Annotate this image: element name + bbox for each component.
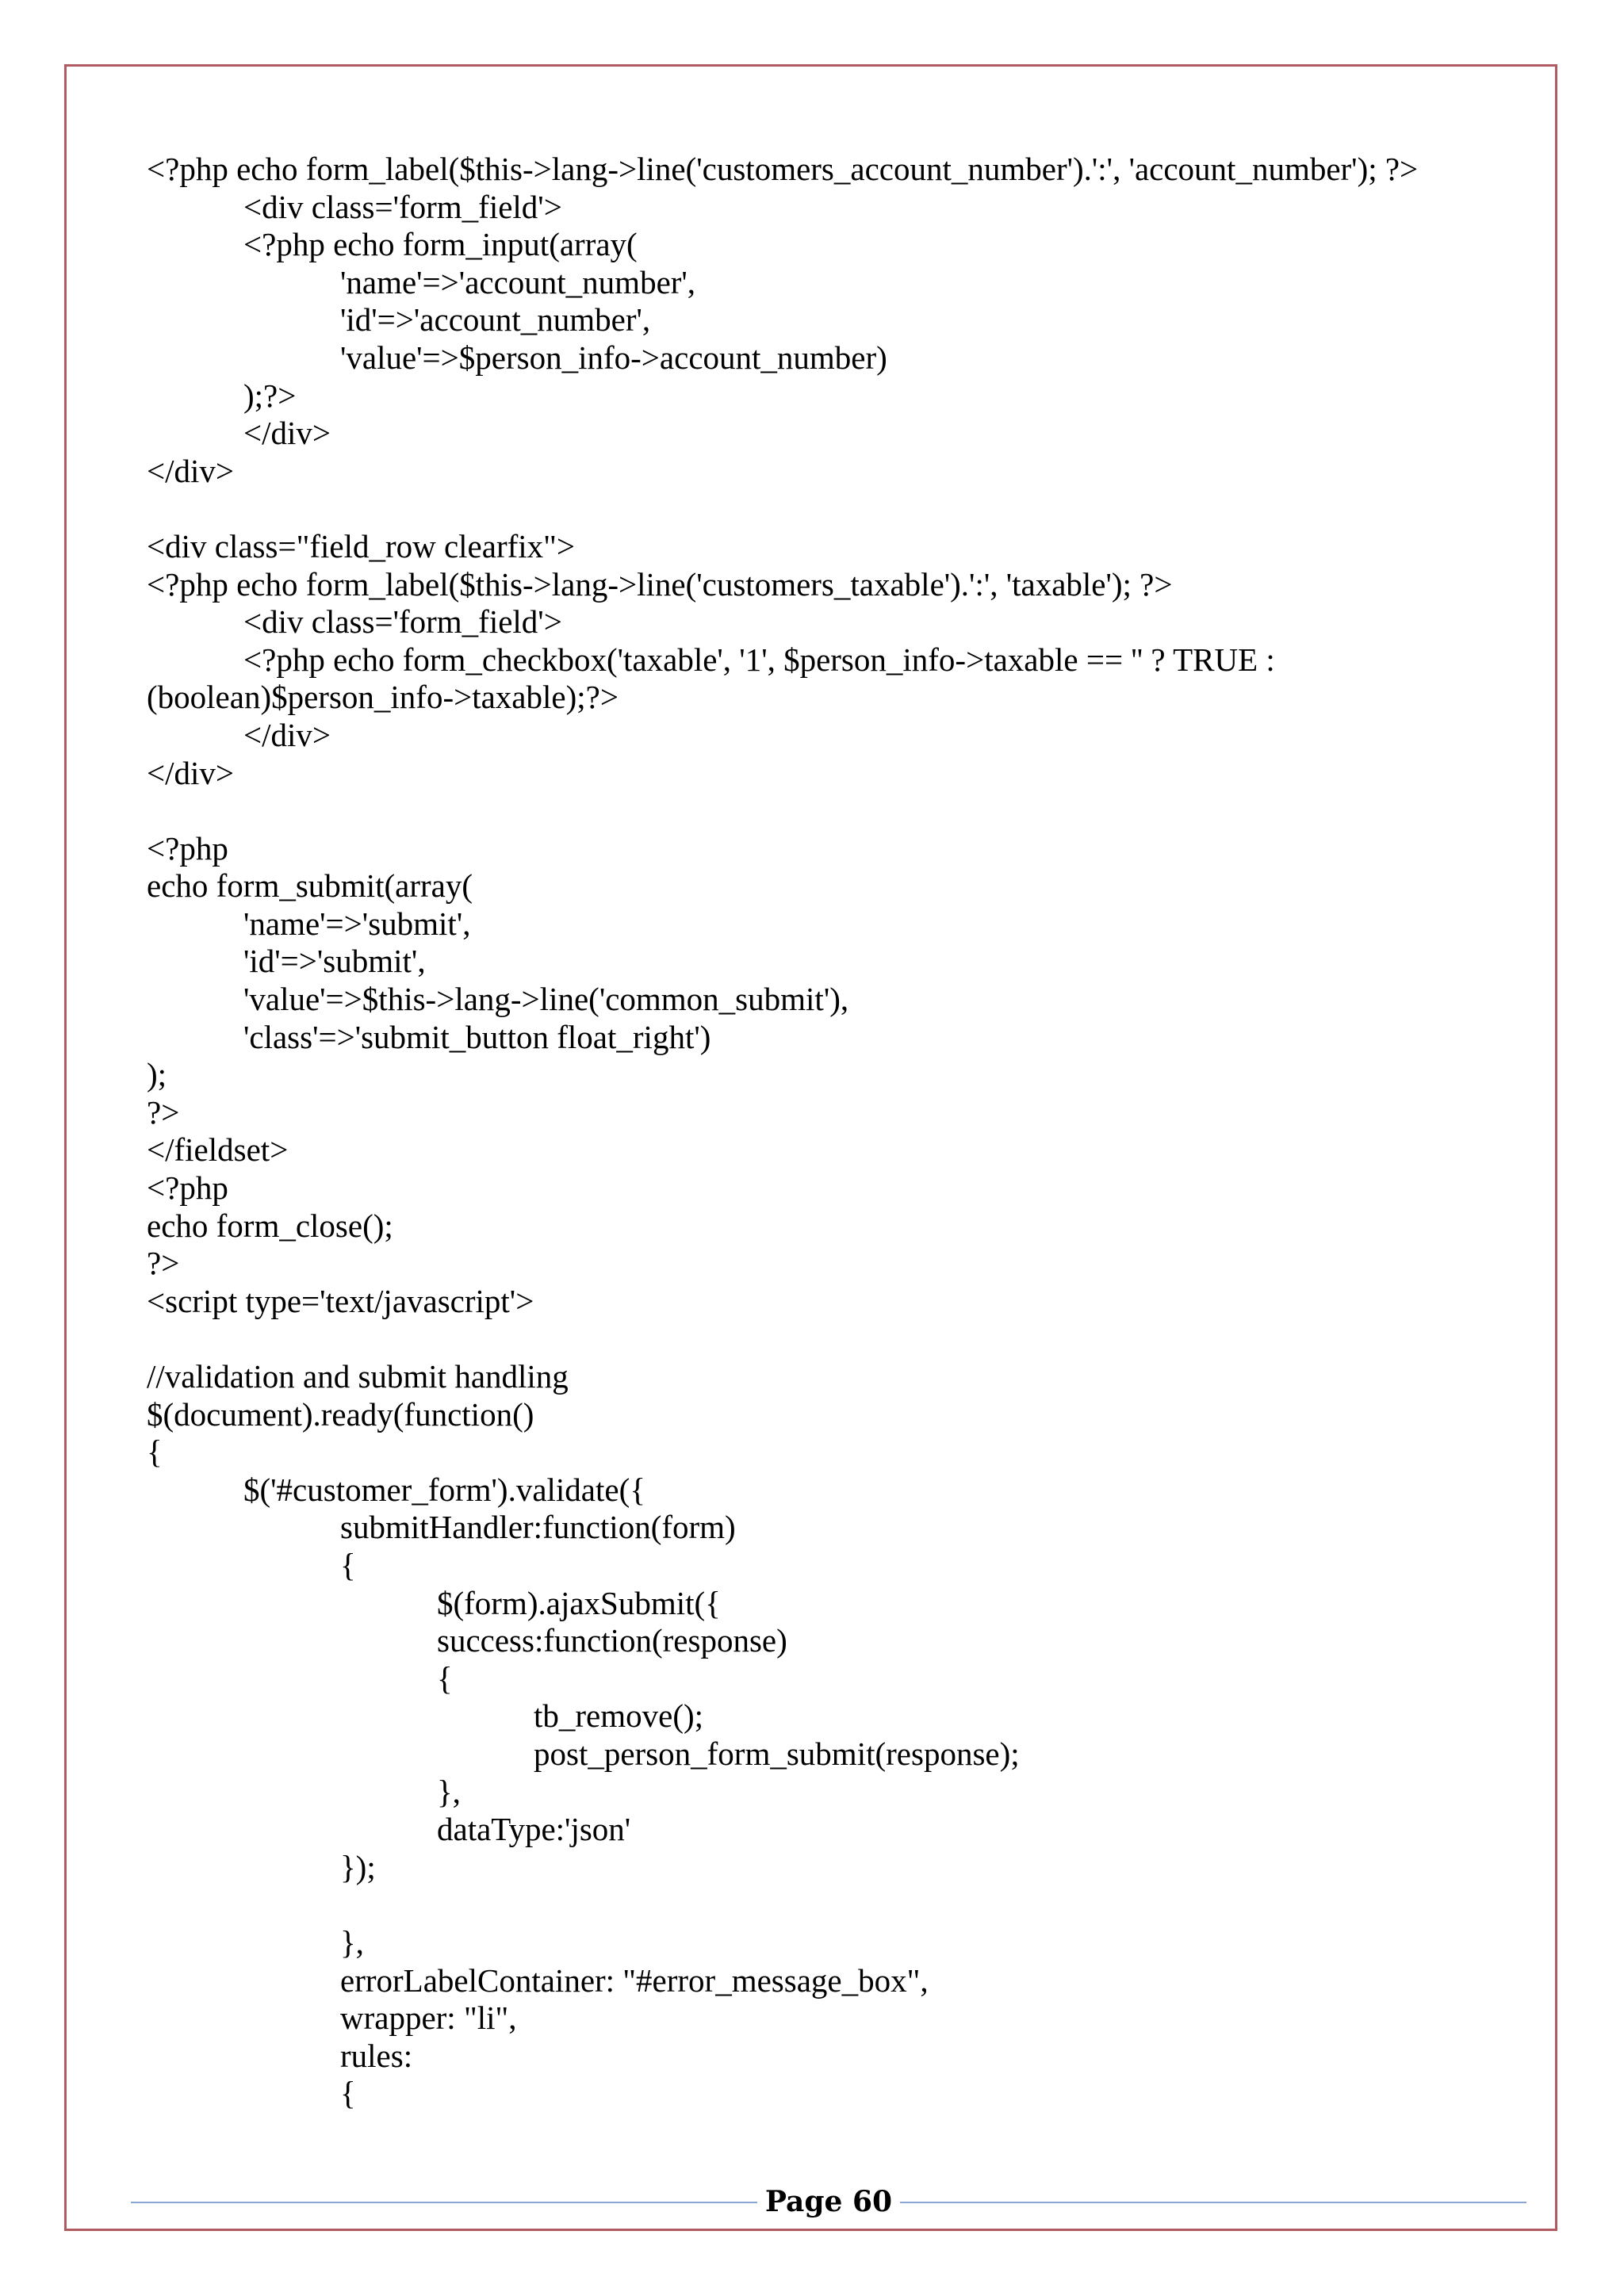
code-line: <div class='form_field'> — [243, 603, 562, 641]
code-line: <div class="field_row clearfix"> — [147, 527, 576, 564]
code-line: tb_remove(); — [534, 1697, 704, 1735]
code-line: ); — [147, 1056, 167, 1093]
code-line: </div> — [243, 716, 331, 753]
code-line: 'class'=>'submit_button float_right') — [243, 1018, 711, 1055]
code-line: submitHandler:function(form) — [340, 1509, 736, 1546]
code-line: </div> — [147, 452, 235, 489]
code-line: <?php echo form_label($this->lang->line('customers_taxable').':', 'taxable'); ?> — [147, 565, 1173, 603]
code-line: );?> — [243, 377, 297, 414]
code-line: 'name'=>'submit', — [243, 905, 471, 942]
code-line: 'id'=>'account_number', — [340, 301, 651, 339]
code-line: <script type='text/javascript'> — [147, 1282, 534, 1319]
code-line: { — [340, 2075, 356, 2112]
code-line: </div> — [147, 754, 235, 791]
code-line: <?php — [147, 1169, 228, 1207]
code-line: <?php — [147, 829, 228, 867]
code-line: ?> — [147, 1245, 180, 1282]
code-line: }); — [340, 1848, 376, 1885]
code-line: { — [147, 1433, 163, 1471]
code-line: }, — [437, 1773, 461, 1810]
code-line: success:function(response) — [437, 1622, 787, 1659]
code-line: <?php echo form_checkbox('taxable', '1', $person_info->taxable == '' ? TRUE : — [243, 641, 1275, 678]
code-line: <div class='form_field'> — [243, 188, 562, 225]
code-line: 'value'=>$person_info->account_number) — [340, 339, 887, 376]
footer-rule-right — [900, 2202, 1526, 2203]
code-line — [147, 1886, 1534, 1924]
code-line — [147, 792, 1534, 830]
footer-rule-left — [131, 2202, 757, 2203]
code-line: rules: — [340, 2037, 413, 2074]
code-line: (boolean)$person_info->taxable);?> — [147, 679, 619, 716]
code-line — [147, 490, 1534, 528]
code-listing — [147, 151, 1534, 2113]
code-line — [147, 1320, 1534, 1358]
code-line: ?> — [147, 1093, 180, 1131]
code-line: dataType:'json' — [437, 1811, 631, 1848]
code-line: //validation and submit handling — [147, 1358, 569, 1395]
code-line: </fieldset> — [147, 1131, 289, 1169]
code-line: 'id'=>'submit', — [243, 943, 426, 980]
code-line: errorLabelContainer: "#error_message_box", — [340, 1961, 929, 1999]
code-line: post_person_form_submit(response); — [534, 1735, 1020, 1772]
code-line: <?php echo form_input(array( — [243, 226, 638, 263]
code-line: 'name'=>'account_number', — [340, 263, 696, 300]
page-number: Page 60 — [764, 2185, 893, 2218]
code-line: { — [437, 1659, 453, 1697]
code-line: echo form_submit(array( — [147, 867, 473, 905]
code-line: $('#customer_form').validate({ — [243, 1471, 645, 1508]
code-line: }, — [340, 1923, 364, 1961]
code-line: wrapper: "li", — [340, 1999, 517, 2037]
code-line: </div> — [243, 415, 331, 452]
code-line: <?php echo form_label($this->lang->line('customers_account_number').':', 'account_number'); ?> — [147, 151, 1419, 187]
page-footer — [131, 2182, 1526, 2221]
code-line: $(form).ajaxSubmit({ — [437, 1584, 721, 1621]
code-line: { — [340, 1546, 356, 1583]
code-line: $(document).ready(function() — [147, 1395, 534, 1433]
code-line: echo form_close(); — [147, 1207, 393, 1244]
code-line: 'value'=>$this->lang->line('common_submit'), — [243, 981, 849, 1018]
